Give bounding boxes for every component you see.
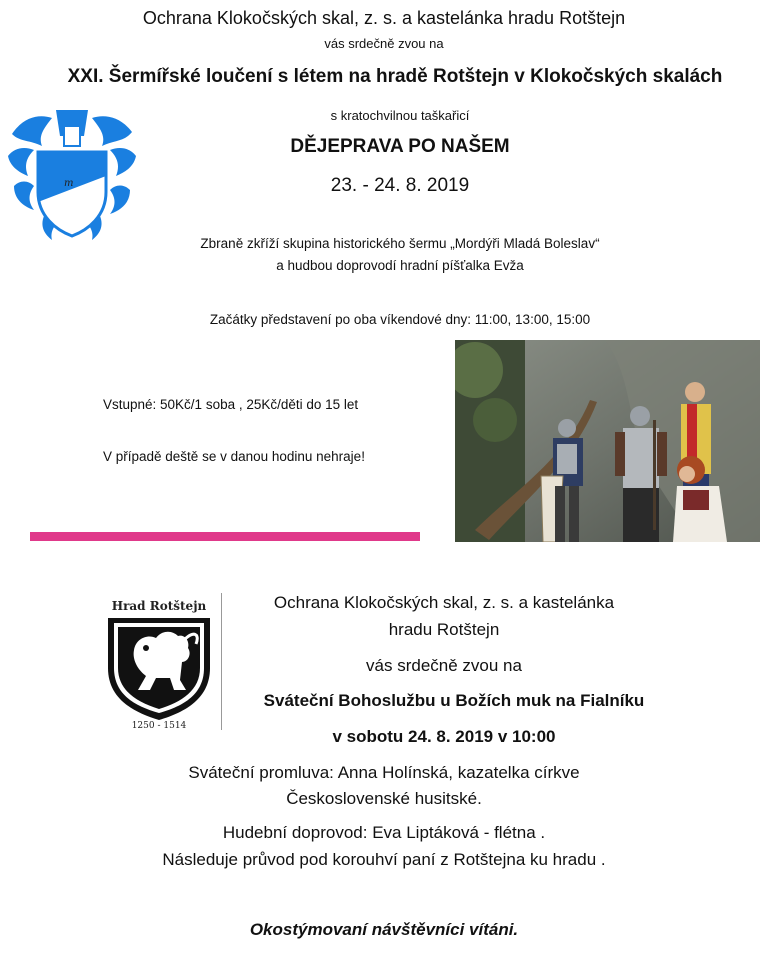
flyer1-subtitle: DĚJEPRAVA PO NAŠEM <box>290 136 510 157</box>
flyer1-entry-line: Vstupné: 50Kč/1 soba , 25Kč/děti do 15 let <box>103 397 359 412</box>
flyer1-invite: vás srdečně zvou na <box>324 36 444 51</box>
flyer1-times-line: Začátky představení po oba víkendové dny: 11:00, 13:00, 15:00 <box>209 312 591 327</box>
flyer1-dates: 23. - 24. 8. 2019 <box>330 175 470 196</box>
svg-text:1250 - 1514: 1250 - 1514 <box>131 721 187 730</box>
flyer2-organizer-line1: Ochrana Klokočských skal, z. s. a kastelánka <box>273 593 615 612</box>
castle-rotstejn-logo-icon <box>100 590 218 730</box>
flyer1-rain-line: V případě deště se v danou hodinu nehraje! <box>103 449 365 464</box>
flyer2-organizer-line2: hradu Rotštejn <box>388 620 500 639</box>
svg-text:Hrad Rotštejn: Hrad Rotštejn <box>111 599 207 613</box>
coat-of-arms-crest-icon <box>4 106 140 246</box>
flyer2-date: v sobotu 24. 8. 2019 v 10:00 <box>332 727 556 746</box>
flyer2-speech-line2: Československé husitské. <box>286 789 482 808</box>
flyer1-weapons-line: Zbraně zkříží skupina historického šermu „Mordýři Mladá Boleslav“ <box>200 236 600 251</box>
flyer1-organizer: Ochrana Klokočských skal, z. s. a kastelánka hradu Rotštejn <box>142 8 626 28</box>
accent-divider <box>30 532 420 541</box>
flyer1-pretext: s kratochvilnou taškařicí <box>330 108 470 123</box>
flyer1-music-line: a hudbou doprovodí hradní píšťalka Evža <box>276 258 524 273</box>
flyer2-music-line1: Hudební doprovod: Eva Liptáková - flétna . <box>222 823 546 842</box>
flyer2-music-line2: Následuje průvod pod korouhví paní z Rotštejna ku hradu . <box>162 850 606 869</box>
flyer2-speech-line1: Sváteční promluva: Anna Holínská, kazatelka církve <box>188 763 580 782</box>
fencers-photo <box>455 340 760 542</box>
svg-text:m: m <box>64 178 74 189</box>
flyer2-welcome: Okostýmovaní návštěvníci vítáni. <box>249 920 519 939</box>
flyer2-invite: vás srdečně zvou na <box>366 656 522 675</box>
flyer2-title: Sváteční Bohoslužbu u Božích muk na Fialníku <box>263 691 645 710</box>
logo-divider <box>221 593 222 730</box>
flyer1-title: XXI. Šermířské loučení s létem na hradě Rotštejn v Klokočských skalách <box>67 66 723 87</box>
